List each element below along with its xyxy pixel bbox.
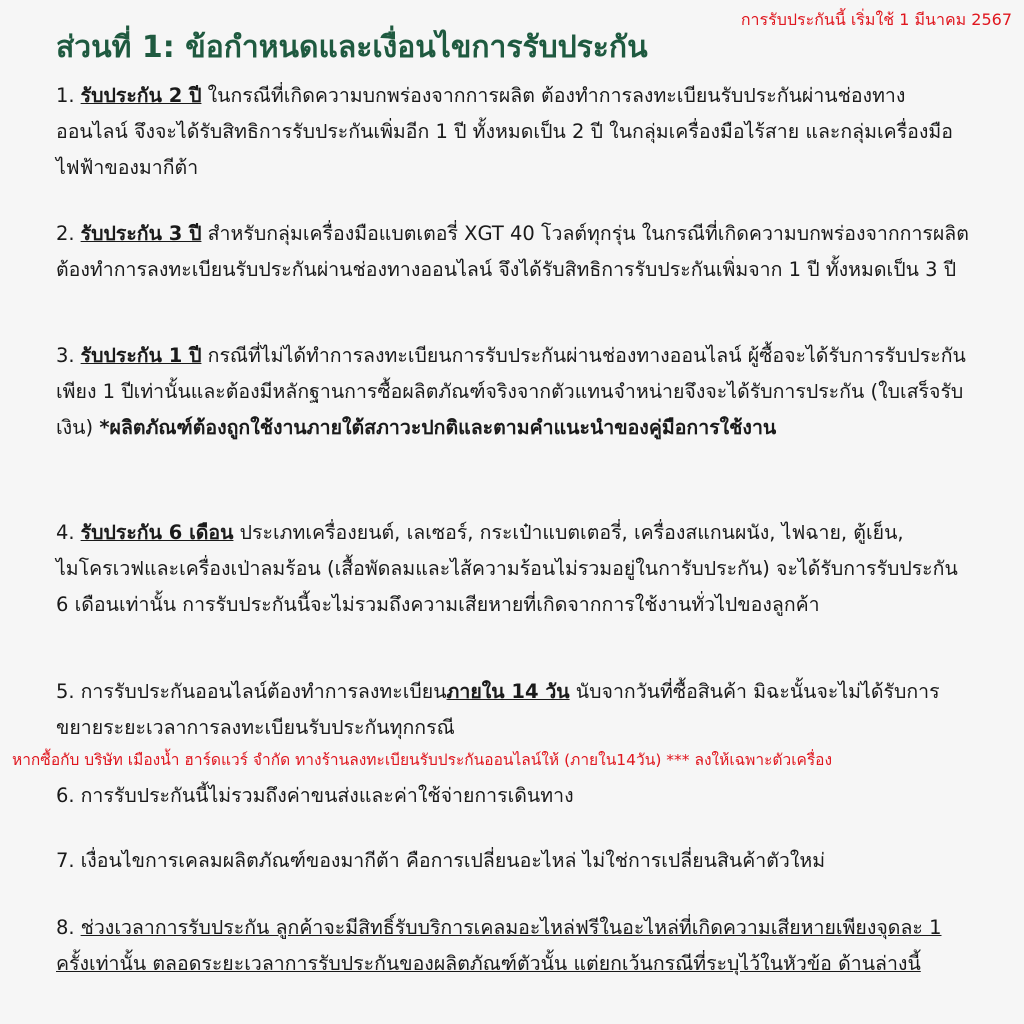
item-text: ในกรณีที่เกิดความบกพร่องจากการผลิต ต้องทำการลงทะเบียนรับประกันผ่านช่องทางออนไลน์ จึงจะได้รับสิทธิการรับประกันเพิ่มอีก 1 ปี ทั้งหมดเป็น 2 ปี ในกลุ่มเครื่องมือไร้สาย และกลุ่มเครื่องมือไฟฟ้าของมากีต้า — [56, 84, 953, 179]
list-item-5 — [56, 674, 976, 746]
list-item-8 — [56, 910, 976, 982]
item-number: 7. — [56, 849, 75, 872]
item-text: เงื่อนไขการเคลมผลิตภัณฑ์ของมากีต้า คือการเปลี่ยนอะไหล่ ไม่ใช่การเปลี่ยนสินค้าตัวใหม่ — [80, 849, 826, 872]
item-lead: รับประกัน 2 ปี — [80, 84, 202, 107]
item-number: 1. — [56, 84, 75, 107]
item-pre-text: การรับประกันออนไลน์ต้องทำการลงทะเบียน — [80, 680, 447, 703]
item-number: 4. — [56, 521, 75, 544]
item-text: การรับประกันนี้ไม่รวมถึงค่าขนส่งและค่าใช้จ่ายการเดินทาง — [80, 784, 574, 807]
effective-date-note: การรับประกันนี้ เริ่มใช้ 1 มีนาคม 2567 — [740, 10, 1012, 29]
item-number: 6. — [56, 784, 75, 807]
item-lead: รับประกัน 1 ปี — [80, 344, 202, 367]
item-text: นับจากวันที่ซื้อสินค้า มิฉะนั้นจะไม่ได้รับการขยายระยะเวลาการลงทะเบียนรับประกันทุกกรณี — [56, 680, 940, 739]
list-item-7 — [56, 843, 976, 879]
list-item-2 — [56, 216, 976, 288]
item-number: 5. — [56, 680, 75, 703]
list-item-1 — [56, 78, 976, 186]
item-lead: รับประกัน 3 ปี — [80, 222, 202, 245]
item-lead: รับประกัน 6 เดือน — [80, 521, 234, 544]
item-lead: ภายใน 14 วัน — [446, 680, 570, 703]
item-text: ประเภทเครื่องยนต์, เลเซอร์, กระเป๋าแบตเตอรี่, เครื่องสแกนผนัง, ไฟฉาย, ตู้เย็น, ไมโครเวฟและเครื่องเป่าลมร้อน (เสื้อพัดลมและไส้ความร้อนไม่รวมอยู่ในการับประกัน) จะได้รับการรับประกัน 6 เดือนเท่านั้น การรับประกันนี้จะไม่รวมถึงความเสียหายที่เกิดจากการใช้งานทั่วไปของลูกค้า — [56, 521, 958, 616]
list-item-3 — [56, 338, 976, 446]
store-registration-note: หากซื้อกับ บริษัท เมืองน้ำ ฮาร์ดแวร์ จำกัด ทางร้านลงทะเบียนรับประกันออนไลน์ให้ (ภายใน14วัน) *** ลงให้เฉพาะตัวเครื่อง — [12, 751, 833, 769]
section-title: ส่วนที่ 1: ข้อกำหนดและเงื่อนไขการรับประกัน — [56, 30, 648, 65]
item-number: 3. — [56, 344, 75, 367]
item-text: กรณีที่ไม่ได้ทำการลงทะเบียนการรับประกันผ่านช่องทางออนไลน์ ผู้ซื้อจะได้รับการรับประกันเพียง 1 ปีเท่านั้นและต้องมีหลักฐานการซื้อผลิตภัณฑ์จริงจากตัวแทนจำหน่ายจึงจะได้รับการประกัน (ใบเสร็จรับเงิน) — [56, 344, 966, 439]
list-item-6 — [56, 778, 976, 814]
list-item-4 — [56, 515, 976, 623]
item-number: 8. — [56, 916, 75, 939]
item-text: ช่วงเวลาการรับประกัน ลูกค้าจะมีสิทธิ์รับบริการเคลมอะไหล่ฟรีในอะไหล่ที่เกิดความเสียหายเพียงจุดละ 1 ครั้งเท่านั้น ตลอดระยะเวลาการรับประกันของผลิตภัณฑ์ตัวนั้น แต่ยกเว้นกรณีที่ระบุไว้ในหัวข้อ ด้านล่างนี้ — [56, 916, 942, 975]
item-bold-note: *ผลิตภัณฑ์ต้องถูกใช้งานภายใต้สภาวะปกติและตามคำแนะนำของคู่มือการใช้งาน — [99, 416, 777, 439]
item-text: สำหรับกลุ่มเครื่องมือแบตเตอรี่ XGT 40 โวลต์ทุกรุ่น ในกรณีที่เกิดความบกพร่องจากการผลิต ต้องทำการลงทะเบียนรับประกันผ่านช่องทางออนไลน์ จึงได้รับสิทธิการรับประกันเพิ่มจาก 1 ปี ทั้งหมดเป็น 3 ปี — [56, 222, 969, 281]
item-number: 2. — [56, 222, 75, 245]
